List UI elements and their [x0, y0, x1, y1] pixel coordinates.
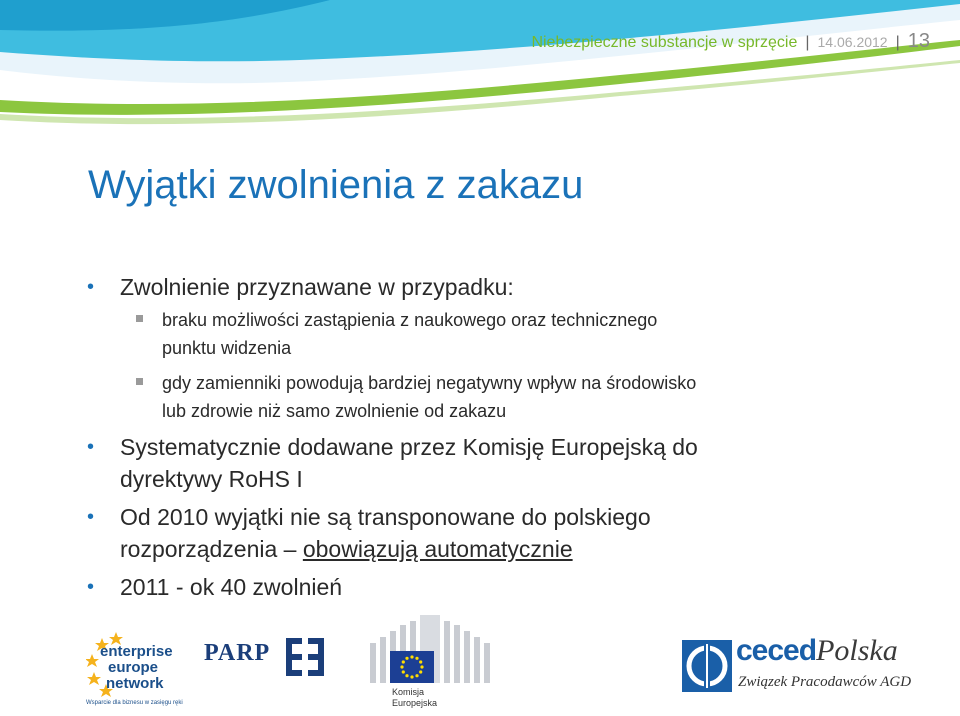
bullet-text: punktu widzenia [162, 338, 292, 358]
ceced-name [736, 634, 898, 668]
enterprise-europe-network-logo [86, 630, 183, 710]
header-date: 14.06.2012 [817, 34, 888, 50]
bullet-text: dyrektywy RoHS I [120, 466, 303, 492]
bullet-dot-icon: • [87, 276, 95, 298]
header-subject: Niebezpieczne substancje w sprzęcie [531, 34, 798, 51]
bullet-text: braku możliwości zastąpienia z naukowego oraz technicznego [162, 310, 658, 330]
sub-bullet-item [162, 306, 882, 362]
slide-header [531, 30, 930, 53]
een-tagline: Wsparcie dla biznesu w zasięgu ręki [86, 700, 183, 706]
ec-label-line2: Europejska [392, 698, 438, 708]
bullet-text: 2011 - ok 40 zwolnień [120, 574, 343, 600]
bullet-dot-icon: • [87, 436, 95, 458]
header-separator: | [805, 34, 810, 51]
bullet-text-underlined: obowiązują automatycznie [302, 536, 573, 562]
bullet-item [87, 271, 880, 303]
header-separator: | [895, 34, 900, 51]
ceced-subtitle: Związek Pracodawców AGD [738, 674, 912, 690]
ceced-polska-logo [682, 634, 927, 698]
bullet-text: rozporządzenia – [120, 536, 303, 562]
bullet-text: Zwolnienie przyznawane w przypadku: [120, 274, 514, 300]
bullet-dot-icon: • [87, 576, 95, 598]
ceced-name-main: ceced [736, 634, 817, 667]
bullet-text: lub zdrowie niż samo zwolnienie od zakazu [162, 401, 507, 421]
slide-title: Wyjątki zwolnienia z zakazu [88, 163, 584, 207]
bullet-square-icon [136, 378, 143, 385]
bullet-item [87, 431, 880, 495]
een-line3: network [106, 675, 164, 692]
parp-name: PARP [204, 640, 271, 666]
bullet-dot-icon: • [87, 506, 95, 528]
header-wave-decoration [0, 0, 960, 135]
bullet-text: Systematycznie dodawane przez Komisję Europejską do [120, 434, 698, 460]
bullet-text: Od 2010 wyjątki nie są transponowane do polskiego [120, 504, 651, 530]
ceced-name-polska: Polska [816, 634, 898, 667]
bullet-item [87, 571, 880, 603]
ec-label-line1: Komisja [392, 687, 425, 697]
ceced-emblem-icon [682, 640, 732, 692]
parp-emblem-icon [284, 636, 326, 678]
bullet-item [87, 501, 880, 565]
bullet-text: gdy zamienniki powodują bardziej negatywny wpływ na środowisko [162, 373, 697, 393]
european-commission-logo [360, 615, 500, 715]
een-line1: enterprise [100, 643, 173, 660]
bullet-square-icon [136, 315, 143, 322]
parp-logo [204, 640, 270, 667]
eu-flag-icon [390, 651, 434, 683]
ec-label [392, 687, 437, 709]
een-line2: europe [108, 659, 159, 676]
page-number: 13 [907, 30, 930, 52]
sub-bullet-item [162, 369, 882, 425]
